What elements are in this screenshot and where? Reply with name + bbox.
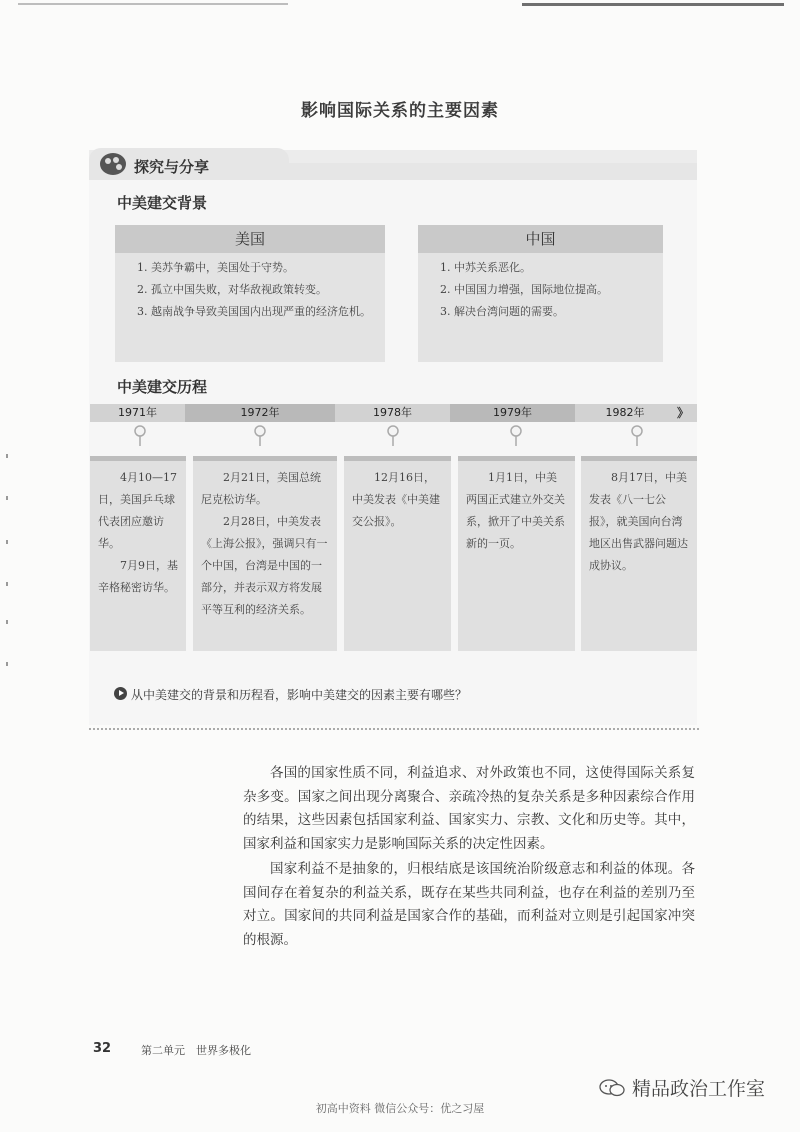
timeline-card-1982 bbox=[581, 456, 697, 651]
section-title: 影响国际关系的主要因素 bbox=[301, 101, 499, 121]
timeline-text: 2月21日，美国总统尼克松访华。 bbox=[201, 471, 321, 506]
location-pin-icon bbox=[509, 425, 523, 447]
wechat-icon bbox=[598, 1078, 628, 1098]
play-circle-icon bbox=[114, 687, 127, 700]
top-rule-right bbox=[522, 3, 784, 6]
background-title: 中美建交背景 bbox=[117, 194, 208, 212]
unit-name: 第二单元 世界多极化 bbox=[141, 1044, 251, 1057]
timeline-text: 2月28日，中美发表《上海公报》，强调只有一个中国，台湾是中国的一部分，并表示双方将发展平等互利的经济关系。 bbox=[201, 515, 328, 616]
margin-tick bbox=[6, 582, 8, 586]
body-text bbox=[243, 762, 695, 952]
timeline-year-1972: 1972年 bbox=[185, 404, 335, 422]
usa-card-title: 美国 bbox=[115, 225, 385, 253]
margin-tick bbox=[6, 540, 8, 544]
usa-item-3: 3. 越南战争导致美国国内出现严重的经济危机。 bbox=[137, 305, 371, 318]
timeline-card-1978 bbox=[344, 456, 451, 651]
china-item-1: 1. 中苏关系恶化。 bbox=[440, 261, 531, 274]
body-paragraph-1: 各国的国家性质不同，利益追求、对外政策也不同，这使得国际关系复杂多变。国家之间出现分离聚合、亲疏冷热的复杂关系是多种因素综合作用的结果，这些因素包括国家利益、国家实力、宗教、文化和历史等。其中，国家利益和国家实力是影响国际关系的决定性因素。 bbox=[243, 765, 695, 852]
location-pin-icon bbox=[386, 425, 400, 447]
location-pin-icon bbox=[630, 425, 644, 447]
timeline-text: 7月9日，基辛格秘密访华。 bbox=[98, 559, 178, 594]
location-pin-icon bbox=[253, 425, 267, 447]
usa-card bbox=[115, 225, 385, 362]
timeline-text: 8月17日，中美发表《八一七公报》，就美国向台湾地区出售武器问题达成协议。 bbox=[589, 471, 688, 572]
history-title: 中美建交历程 bbox=[117, 378, 208, 396]
timeline-text: 4月10—17日，美国乒乓球代表团应邀访华。 bbox=[98, 471, 177, 550]
china-item-3: 3. 解决台湾问题的需要。 bbox=[440, 305, 564, 318]
timeline-card-1971 bbox=[90, 456, 186, 651]
watermark-text: 精品政治工作室 bbox=[632, 1078, 766, 1100]
explore-title: 探究与分享 bbox=[134, 158, 210, 176]
discussion-question: 从中美建交的背景和历程看，影响中美建交的因素主要有哪些？ bbox=[131, 688, 468, 702]
timeline-year-1978: 1978年 bbox=[373, 406, 412, 419]
margin-tick bbox=[6, 620, 8, 624]
timeline-year-1979: 1979年 bbox=[450, 404, 575, 422]
margin-tick bbox=[6, 454, 8, 458]
timeline-year-1971: 1971年 bbox=[118, 406, 157, 419]
top-rule-left bbox=[18, 3, 288, 5]
dotted-divider bbox=[89, 728, 699, 730]
timeline-text: 12月16日，中美发表《中美建交公报》。 bbox=[352, 471, 440, 528]
body-paragraph-2: 国家利益不是抽象的，归根结底是该国统治阶级意志和利益的体现。各国间存在着复杂的利益关系，既存在某些共同利益，也存在利益的差别乃至对立。国家间的共同利益是国家合作的基础，而利益对立则是引起国家冲突的根源。 bbox=[243, 861, 695, 948]
location-pin-icon bbox=[133, 425, 147, 447]
timeline-card-1979 bbox=[458, 456, 575, 651]
usa-item-1: 1. 美苏争霸中，美国处于守势。 bbox=[137, 261, 294, 274]
top-rule bbox=[0, 0, 800, 7]
bottom-note: 初高中资料 微信公众号：优之习屋 bbox=[315, 1102, 485, 1115]
timeline-card-1972 bbox=[193, 456, 337, 651]
margin-tick bbox=[6, 496, 8, 500]
china-item-2: 2. 中国国力增强，国际地位提高。 bbox=[440, 283, 608, 296]
timeline-year-1982: 1982年 bbox=[605, 406, 645, 419]
margin-tick bbox=[6, 662, 8, 666]
timeline-arrow-icon: 》 bbox=[677, 406, 690, 420]
palette-icon bbox=[100, 153, 126, 175]
page-number: 32 bbox=[93, 1041, 112, 1056]
usa-item-2: 2. 孤立中国失败，对华敌视政策转变。 bbox=[137, 283, 327, 296]
china-card bbox=[418, 225, 663, 362]
china-card-title: 中国 bbox=[418, 225, 663, 253]
timeline-text: 1月1日，中美两国正式建立外交关系，掀开了中美关系新的一页。 bbox=[466, 471, 565, 550]
